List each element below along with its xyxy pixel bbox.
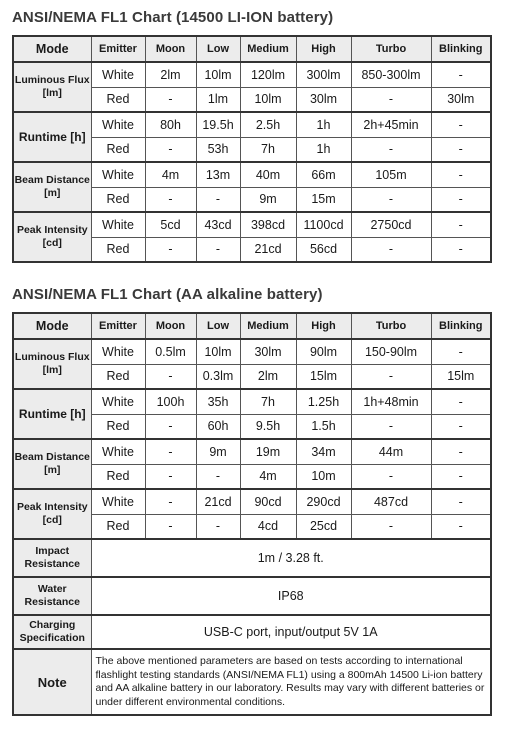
table-row [13,162,491,187]
value-cell: 34m [296,439,351,464]
column-header: Moon [145,313,196,339]
value-cell: 5cd [145,212,196,237]
value-cell: 487cd [351,489,431,514]
value-cell: 290cd [296,489,351,514]
value-cell: 2lm [240,364,296,389]
value-cell: 150-90lm [351,339,431,364]
column-header: Mode [13,36,91,62]
value-cell: 7h [240,137,296,162]
value-cell: - [431,212,491,237]
value-cell: 19.5h [196,112,240,137]
value-cell: - [431,514,491,539]
column-header: High [296,36,351,62]
value-cell: 80h [145,112,196,137]
spec-value: USB-C port, input/output 5V 1A [91,615,491,649]
value-cell: - [145,87,196,112]
value-cell: - [145,237,196,262]
emitter-cell: Red [91,464,145,489]
spec-value: IP68 [91,577,491,615]
column-header: Medium [240,36,296,62]
column-header: Mode [13,313,91,339]
column-header: Turbo [351,313,431,339]
value-cell: 43cd [196,212,240,237]
value-cell: - [431,187,491,212]
table-row [13,389,491,414]
value-cell: 1.25h [296,389,351,414]
value-cell: 2h+45min [351,112,431,137]
row-label: Runtime [h] [13,389,91,439]
value-cell: - [431,112,491,137]
value-cell: 10lm [196,62,240,87]
value-cell: 35h [196,389,240,414]
column-header: Low [196,313,240,339]
value-cell: - [145,364,196,389]
chart-title-14500: ANSI/NEMA FL1 Chart (14500 LI-ION battery) [12,9,334,26]
value-cell: - [431,162,491,187]
column-header: Moon [145,36,196,62]
value-cell: - [196,237,240,262]
value-cell: 30lm [431,87,491,112]
value-cell: 10lm [240,87,296,112]
value-cell: 30lm [240,339,296,364]
emitter-cell: White [91,212,145,237]
column-header: Emitter [91,36,145,62]
value-cell: 9.5h [240,414,296,439]
value-cell: 60h [196,414,240,439]
value-cell: - [351,364,431,389]
row-label: Runtime [h] [13,112,91,162]
row-label: Beam Distance [m] [13,162,91,212]
chart-title-aa: ANSI/NEMA FL1 Chart (AA alkaline battery) [12,286,323,303]
emitter-cell: Red [91,237,145,262]
value-cell: 15lm [296,364,351,389]
value-cell: - [351,464,431,489]
note-text: The above mentioned parameters are based on tests according to international flashlight testing standards (ANSI/NEMA FL1) using a 800mAh 14500 Li-ion battery and AA alkaline battery in our laboratory. Results may vary with different batteries or under different environmental conditions. [91,649,491,715]
spec-value: 1m / 3.28 ft. [91,539,491,577]
value-cell: - [351,237,431,262]
column-header: High [296,313,351,339]
value-cell: - [431,464,491,489]
value-cell: 1100cd [296,212,351,237]
value-cell: 21cd [196,489,240,514]
value-cell: 300lm [296,62,351,87]
value-cell: 1.5h [296,414,351,439]
table-row [13,212,491,237]
row-label: Impact Resistance [13,539,91,577]
row-label: Note [13,649,91,715]
value-cell: - [145,137,196,162]
value-cell: 90cd [240,489,296,514]
value-cell: - [351,414,431,439]
value-cell: - [351,137,431,162]
value-cell: 66m [296,162,351,187]
table-row [13,112,491,137]
emitter-cell: White [91,489,145,514]
value-cell: 13m [196,162,240,187]
emitter-cell: Red [91,137,145,162]
row-label: Peak Intensity [cd] [13,212,91,262]
value-cell: 10lm [196,339,240,364]
emitter-cell: White [91,62,145,87]
column-header: Blinking [431,36,491,62]
value-cell: 4cd [240,514,296,539]
column-header: Turbo [351,36,431,62]
emitter-cell: Red [91,87,145,112]
row-label: Beam Distance [m] [13,439,91,489]
value-cell: 9m [196,439,240,464]
value-cell: - [431,414,491,439]
value-cell: 120lm [240,62,296,87]
row-label: Luminous Flux [lm] [13,62,91,112]
value-cell: - [431,439,491,464]
value-cell: 1lm [196,87,240,112]
value-cell: - [196,187,240,212]
value-cell: - [351,514,431,539]
column-header: Emitter [91,313,145,339]
value-cell: 0.3lm [196,364,240,389]
value-cell: 15m [296,187,351,212]
value-cell: 2lm [145,62,196,87]
value-cell: 0.5lm [145,339,196,364]
value-cell: 19m [240,439,296,464]
value-cell: 4m [240,464,296,489]
emitter-cell: Red [91,187,145,212]
value-cell: 53h [196,137,240,162]
value-cell: - [196,464,240,489]
value-cell: 40m [240,162,296,187]
table-row [13,339,491,364]
value-cell: - [145,414,196,439]
header-row [13,36,491,62]
value-cell: 56cd [296,237,351,262]
value-cell: 1h [296,112,351,137]
value-cell: - [431,237,491,262]
note-row [13,649,491,715]
value-cell: 2.5h [240,112,296,137]
value-cell: - [431,339,491,364]
emitter-cell: White [91,439,145,464]
table-row [13,439,491,464]
value-cell: - [351,87,431,112]
value-cell: - [145,187,196,212]
row-label: Water Resistance [13,577,91,615]
table-row [13,489,491,514]
value-cell: - [145,489,196,514]
value-cell: - [431,489,491,514]
fl1-table-14500 [12,35,492,263]
value-cell: - [431,389,491,414]
value-cell: 30lm [296,87,351,112]
table-row [13,62,491,87]
emitter-cell: White [91,339,145,364]
column-header: Blinking [431,313,491,339]
emitter-cell: White [91,389,145,414]
value-cell: - [431,137,491,162]
value-cell: 100h [145,389,196,414]
column-header: Low [196,36,240,62]
value-cell: 7h [240,389,296,414]
emitter-cell: White [91,162,145,187]
spec-row [13,539,491,577]
value-cell: 1h [296,137,351,162]
value-cell: 2750cd [351,212,431,237]
emitter-cell: Red [91,364,145,389]
column-header: Medium [240,313,296,339]
spec-row [13,577,491,615]
value-cell: 10m [296,464,351,489]
emitter-cell: Red [91,414,145,439]
value-cell: - [145,464,196,489]
value-cell: 15lm [431,364,491,389]
value-cell: 1h+48min [351,389,431,414]
value-cell: 25cd [296,514,351,539]
emitter-cell: Red [91,514,145,539]
value-cell: 44m [351,439,431,464]
value-cell: - [145,439,196,464]
header-row [13,313,491,339]
value-cell: 398cd [240,212,296,237]
fl1-table-aa [12,312,492,716]
value-cell: 90lm [296,339,351,364]
value-cell: - [196,514,240,539]
value-cell: 21cd [240,237,296,262]
spec-row [13,615,491,649]
value-cell: - [145,514,196,539]
value-cell: 105m [351,162,431,187]
value-cell: 9m [240,187,296,212]
value-cell: 4m [145,162,196,187]
emitter-cell: White [91,112,145,137]
row-label: Peak Intensity [cd] [13,489,91,539]
value-cell: - [431,62,491,87]
row-label: Luminous Flux [lm] [13,339,91,389]
value-cell: 850-300lm [351,62,431,87]
value-cell: - [351,187,431,212]
row-label: Charging Specification [13,615,91,649]
